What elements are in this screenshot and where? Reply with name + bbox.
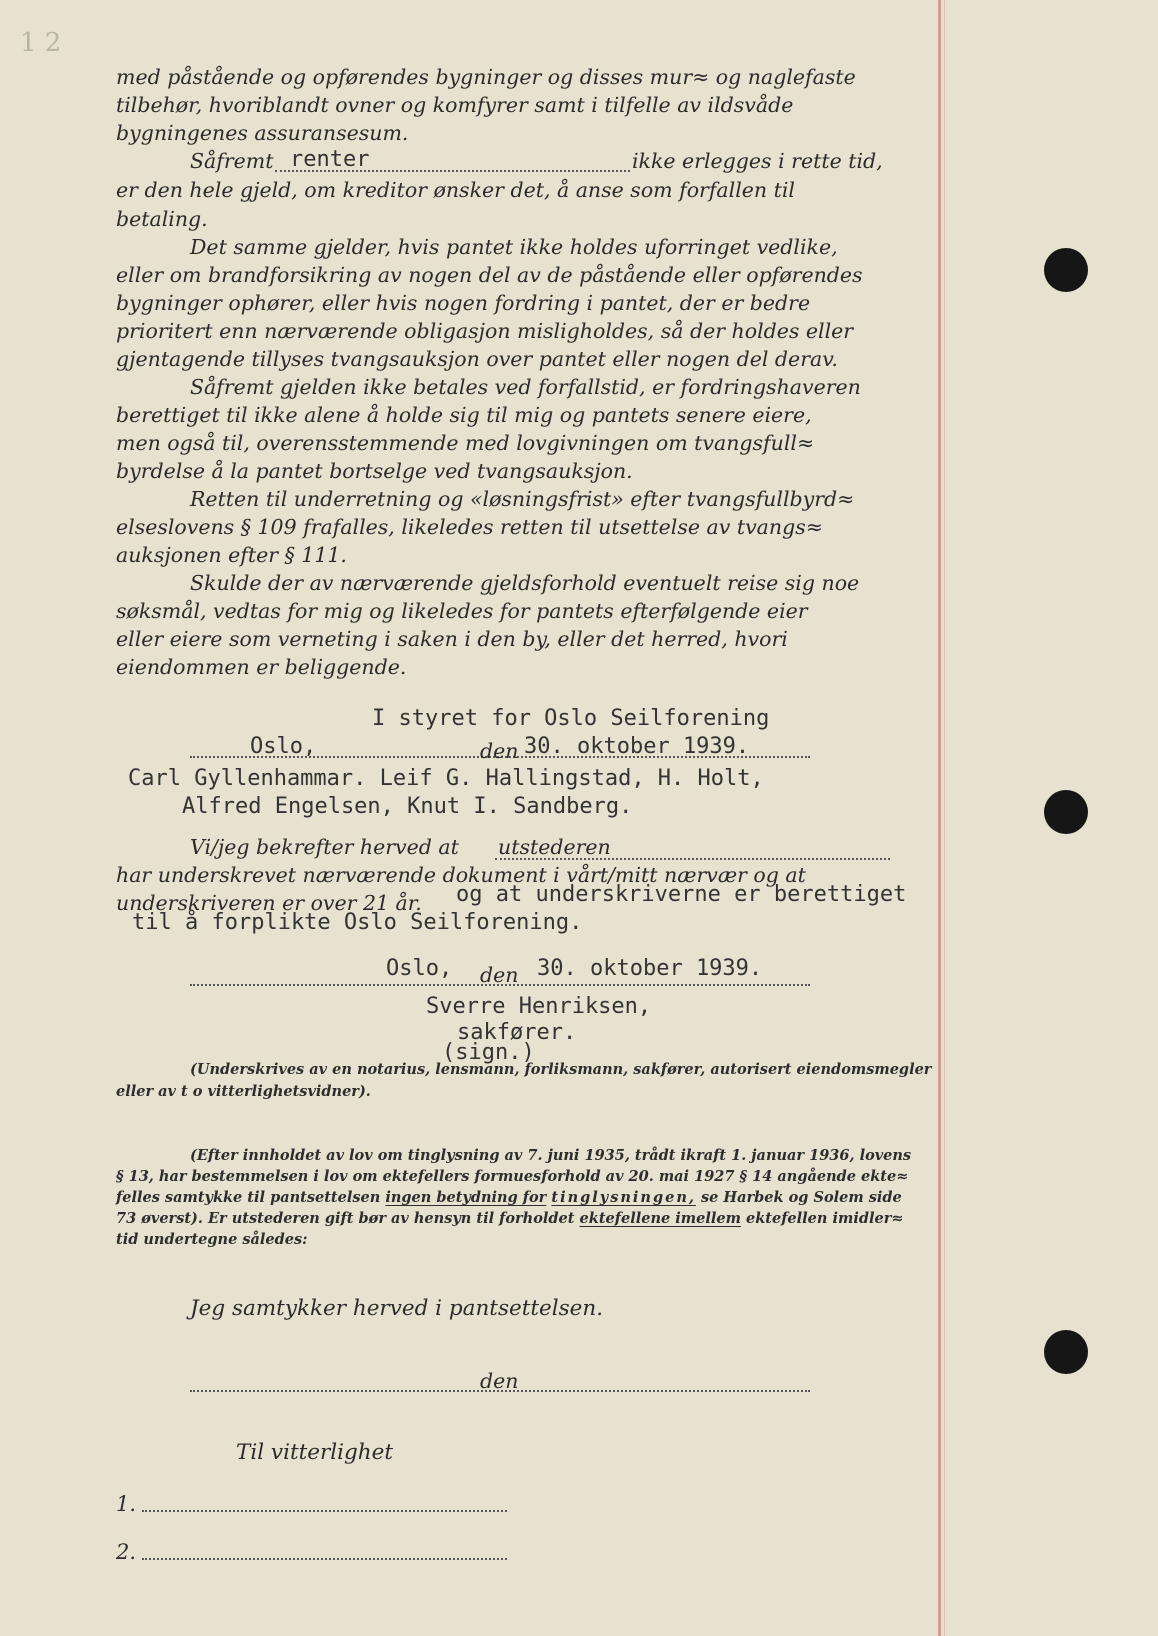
legal-note-text: ektefellen imidler≈ bbox=[746, 1210, 904, 1227]
body-line: byrdelse å la pantet bortselge ved tvangsauksjon. bbox=[116, 459, 633, 483]
body-line: auksjonen efter § 111. bbox=[116, 543, 347, 567]
legal-note-underlined-spaced: tinglysningen, bbox=[551, 1189, 696, 1206]
legal-note-text: 73 øverst). Er utstederen gift bør av hensyn til forholdet bbox=[116, 1210, 575, 1227]
witness-den-label: den bbox=[480, 963, 519, 987]
body-line: gjentagende tillyses tvangsauksjon over pantet eller nogen del derav. bbox=[116, 347, 838, 371]
fill-in-dotted-line bbox=[275, 170, 630, 172]
witness-date: 30. oktober 1939. bbox=[537, 956, 763, 981]
legal-note-line-1: (Efter innholdet av lov om tinglysning av 7. juni 1935, trådt ikraft 1. januar 1936, lovens bbox=[190, 1147, 912, 1164]
corner-page-mark: 1 2 bbox=[20, 28, 62, 58]
typed-addition-1: og at underskriverne er berettiget bbox=[456, 882, 907, 907]
body-line: Såfremt gjelden ikke betales ved forfallstid, er fordringshaveren bbox=[190, 375, 861, 399]
punch-hole-top bbox=[1044, 248, 1088, 292]
safremt-suffix: ikke erlegges i rette tid, bbox=[632, 149, 883, 173]
safremt-prefix: Såfremt bbox=[190, 149, 274, 173]
safremt-typed-fill: renter bbox=[290, 147, 370, 172]
witness-title: sakfører. bbox=[457, 1020, 577, 1045]
body-line: er den hele gjeld, om kreditor ønsker det, å anse som forfallen til bbox=[116, 178, 795, 202]
witness-sign: (sign.) bbox=[442, 1040, 535, 1065]
confirmation-filled: utstederen bbox=[498, 835, 611, 859]
body-line: Det samme gjelder, hvis pantet ikke holdes uforringet vedlike, bbox=[190, 235, 838, 259]
confirmation-line-3: underskriveren er over 21 år. bbox=[116, 891, 422, 915]
body-line: eiendommen er beliggende. bbox=[116, 655, 407, 679]
confirmation-line-2: har underskrevet nærværende dokument i vårt/mitt nærvær og at bbox=[116, 863, 806, 887]
legal-note-line-4 bbox=[116, 1209, 904, 1228]
punch-hole-middle bbox=[1044, 790, 1088, 834]
red-margin-rule-secondary bbox=[944, 0, 945, 1636]
signature-note-line-2: eller av t o vitterlighetsvidner). bbox=[116, 1083, 371, 1100]
legal-note-line-2: § 13, har bestemmelsen i lov om ektefellers formuesforhold av 20. mai 1927 § 14 angående ekte≈ bbox=[116, 1168, 909, 1185]
body-line: berettiget til ikke alene å holde sig til mig og pantets senere eiere, bbox=[116, 403, 812, 427]
body-line: bygninger ophører, eller hvis nogen fordring i pantet, der er bedre bbox=[116, 291, 811, 315]
body-line: Retten til underretning og «løsningsfrist» efter tvangsfullbyrd≈ bbox=[190, 487, 855, 511]
signature-note-line-1: (Underskrives av en notarius, lensmann, forliksmann, sakfører, autorisert eiendomsmegler bbox=[190, 1061, 932, 1078]
witness-heading: Til vitterlighet bbox=[236, 1440, 393, 1465]
witness-name: Sverre Henriksen, bbox=[426, 994, 652, 1019]
signers-line-2: Alfred Engelsen, Knut I. Sandberg. bbox=[182, 794, 633, 819]
body-line: prioritert enn nærværende obligasjon misligholdes, så der holdes eller bbox=[116, 319, 854, 343]
body-line: eller eiere som verneting i saken i den by, eller det herred, hvori bbox=[116, 627, 788, 651]
witness-item-1: 1. bbox=[116, 1492, 137, 1516]
body-line: med påstående og opførendes bygninger og disses mur≈ og naglefaste bbox=[116, 65, 856, 89]
body-line: eller om brandforsikring av nogen del av de påstående eller opførendes bbox=[116, 263, 863, 287]
legal-note-line-5: tid undertegne således: bbox=[116, 1231, 308, 1248]
witness-place: Oslo, bbox=[386, 956, 453, 981]
body-line: betaling. bbox=[116, 207, 208, 231]
witness-2-dotted-line bbox=[142, 1558, 507, 1560]
consent-den-label: den bbox=[480, 1369, 519, 1393]
legal-note-text: felles samtykke til pantsettelsen bbox=[116, 1189, 381, 1206]
punch-hole-bottom bbox=[1044, 1330, 1088, 1374]
confirmation-dotted-line bbox=[495, 858, 890, 860]
typed-addition-2: til å forplikte Oslo Seilforening. bbox=[132, 910, 583, 935]
board-line: I styret for Oslo Seilforening bbox=[372, 706, 770, 731]
consent-statement: Jeg samtykker herved i pantsettelsen. bbox=[190, 1296, 604, 1321]
legal-note-underlined: ingen betydning for bbox=[385, 1189, 547, 1206]
confirmation-prefix: Vi/jeg bekrefter herved at bbox=[190, 835, 459, 859]
body-line: søksmål, vedtas for mig og likeledes for pantets efterfølgende eier bbox=[116, 599, 808, 623]
witness-1-dotted-line bbox=[142, 1510, 507, 1512]
body-line: elseslovens § 109 frafalles, likeledes retten til utsettelse av tvangs≈ bbox=[116, 515, 823, 539]
signing-place: Oslo, bbox=[250, 734, 317, 759]
signing-date: 30. oktober 1939. bbox=[524, 734, 750, 759]
den-label: den bbox=[480, 739, 519, 763]
legal-note-line-3 bbox=[116, 1188, 902, 1207]
red-margin-rule bbox=[938, 0, 941, 1636]
legal-note-text: se Harbek og Solem side bbox=[700, 1189, 902, 1206]
body-line: bygningenes assuransesum. bbox=[116, 121, 409, 145]
body-line: tilbehør, hvoriblandt ovner og komfyrer samt i tilfelle av ildsvåde bbox=[116, 93, 794, 117]
witness-item-2: 2. bbox=[116, 1540, 137, 1564]
signers-line-1: Carl Gyllenhammar. Leif G. Hallingstad, H. Holt, bbox=[128, 766, 764, 791]
body-line: Skulde der av nærværende gjeldsforhold eventuelt reise sig noe bbox=[190, 571, 860, 595]
body-line: men også til, overensstemmende med lovgivningen om tvangsfull≈ bbox=[116, 431, 815, 455]
legal-note-underlined: ektefellene imellem bbox=[579, 1210, 741, 1227]
